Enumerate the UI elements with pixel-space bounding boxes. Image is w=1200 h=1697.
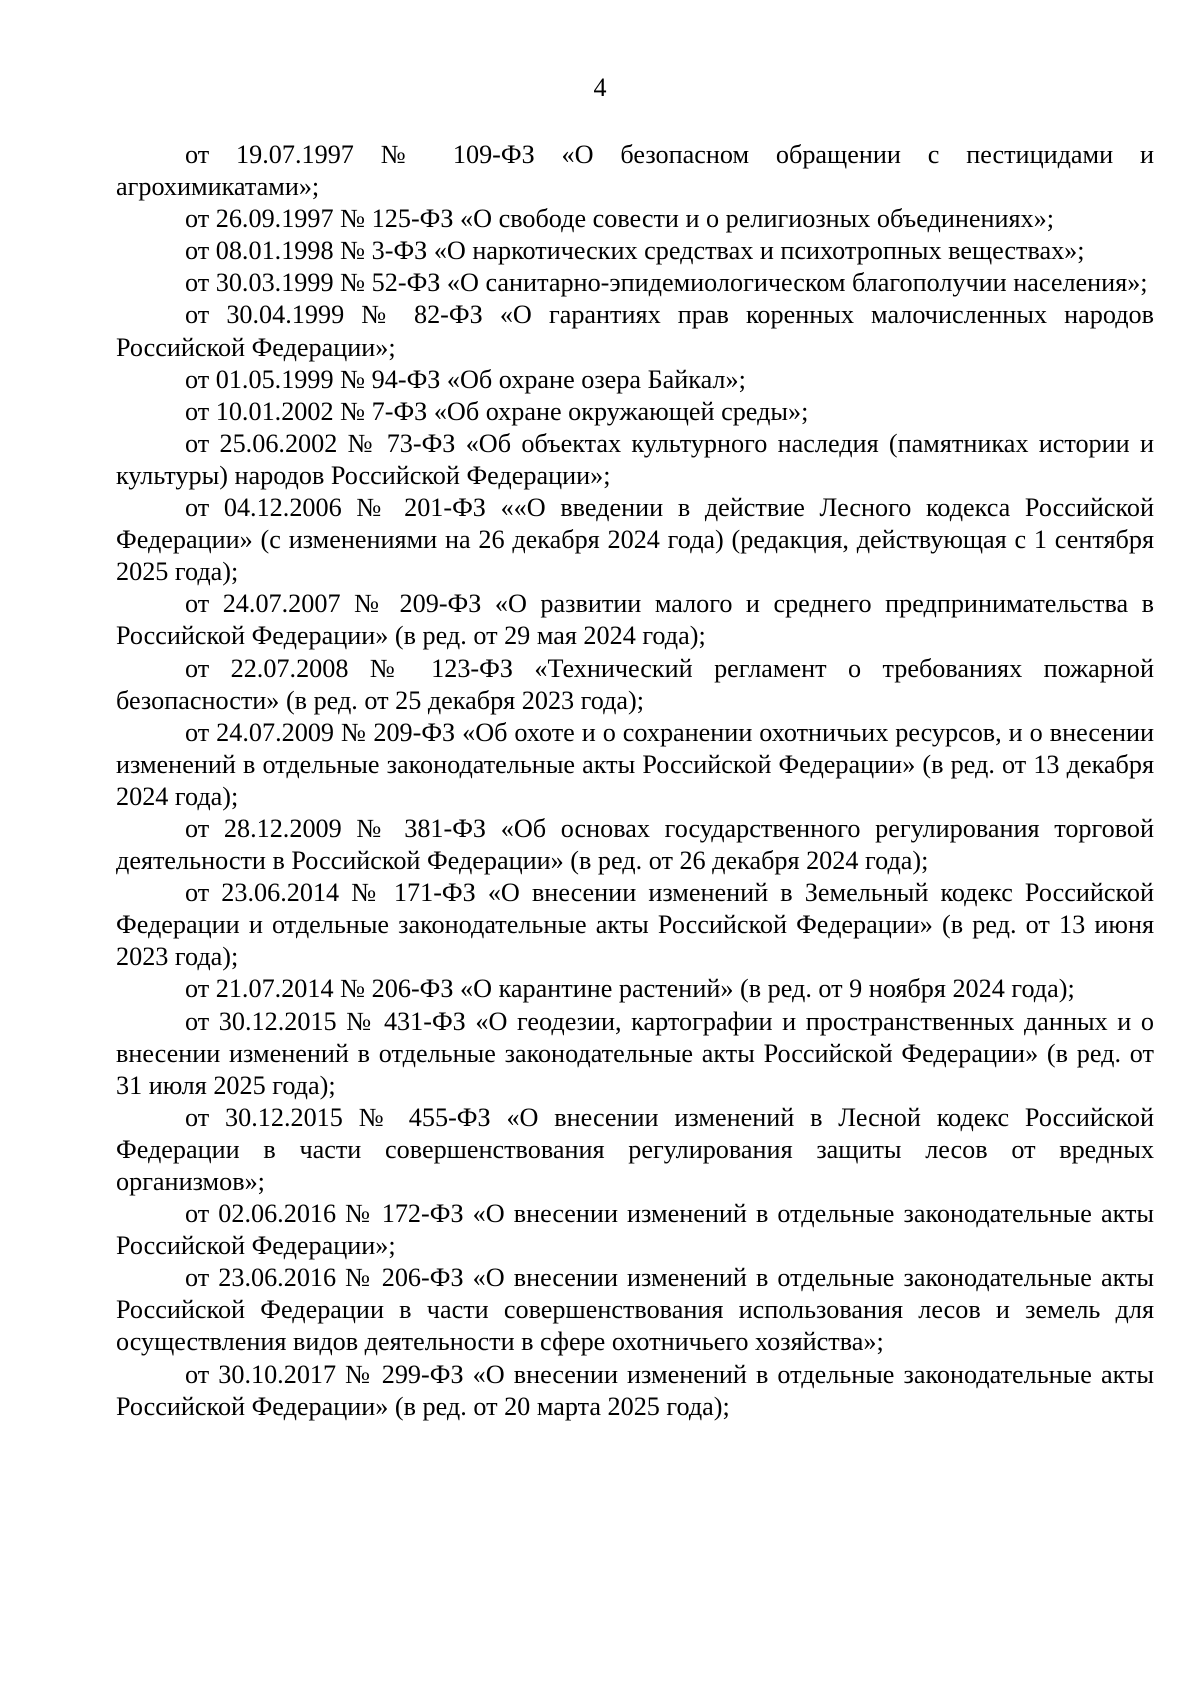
law-item: от 23.06.2016 № 206-ФЗ «О внесении изменений в отдельные законодательные акты Российской Федерации в части совершенствования использования лесов и земель для осуществления видов деятельности в сфере охотничьего хозяйства»;: [116, 1263, 1154, 1357]
law-item: от 30.03.1999 № 52-ФЗ «О санитарно-эпидемиологическом благополучии населения»;: [185, 268, 1148, 298]
page-number: 4: [593, 73, 607, 102]
law-item: от 02.06.2016 № 172-ФЗ «О внесении изменений в отдельные законодательные акты Российской Федерации»;: [116, 1199, 1154, 1261]
law-item: от 10.01.2002 № 7-ФЗ «Об охране окружающей среды»;: [185, 396, 809, 426]
law-item: от 24.07.2009 № 209-ФЗ «Об охоте и о сохранении охотничьих ресурсов, и о внесении изменений в отдельные законодательные акты Российской Федерации» (в ред. от 13 декабря 2024 года);: [116, 717, 1154, 811]
law-item: от 21.07.2014 № 206-ФЗ «О карантине растений» (в ред. от 9 ноября 2024 года);: [185, 974, 1075, 1004]
law-item: от 30.12.2015 № 431-ФЗ «О геодезии, картографии и пространственных данных и о внесении изменений в отдельные законодательные акты Российской Федерации» (в ред. от 31 июля 2025 года);: [116, 1006, 1154, 1100]
law-item: от 22.07.2008 № 123-ФЗ «Технический регламент о требованиях пожарной безопасности» (в ред. от 25 декабря 2023 года);: [116, 653, 1154, 715]
law-item: от 30.04.1999 № 82-ФЗ «О гарантиях прав коренных малочисленных народов Российской Федерации»;: [116, 300, 1154, 362]
law-item: от 26.09.1997 № 125-ФЗ «О свободе совести и о религиозных объединениях»;: [185, 204, 1055, 234]
law-item: от 01.05.1999 № 94-ФЗ «Об охране озера Байкал»;: [185, 364, 746, 394]
law-item: от 30.12.2015 № 455-ФЗ «О внесении изменений в Лесной кодекс Российской Федерации в части совершенствования регулирования защиты лесов от вредных организмов»;: [116, 1102, 1154, 1196]
law-item: от 19.07.1997 № 109-ФЗ «О безопасном обращении с пестицидами и агрохимикатами»;: [116, 140, 1154, 202]
law-item: от 04.12.2006 № 201-ФЗ ««О введении в действие Лесного кодекса Российской Федерации» (с изменениями на 26 декабря 2024 года) (редакция, действующая с 1 сентября 2025 года);: [116, 493, 1154, 587]
law-item: от 25.06.2002 № 73-ФЗ «Об объектах культурного наследия (памятниках истории и культуры) народов Российской Федерации»;: [116, 428, 1154, 490]
law-item: от 28.12.2009 № 381-ФЗ «Об основах государственного регулирования торговой деятельности в Российской Федерации» (в ред. от 26 декабря 2024 года);: [116, 813, 1154, 876]
law-item: от 08.01.1998 № 3-ФЗ «О наркотических средствах и психотропных веществах»;: [185, 236, 1085, 266]
law-list: [116, 139, 1154, 1423]
law-item: от 23.06.2014 № 171-ФЗ «О внесении изменений в Земельный кодекс Российской Федерации и отдельные законодательные акты Российской Федерации» (в ред. от 13 июня 2023 года);: [116, 878, 1154, 972]
law-item: от 30.10.2017 № 299-ФЗ «О внесении изменений в отдельные законодательные акты Российской Федерации» (в ред. от 20 марта 2025 года);: [116, 1359, 1154, 1421]
law-item: от 24.07.2007 № 209-ФЗ «О развитии малого и среднего предпринимательства в Российской Федерации» (в ред. от 29 мая 2024 года);: [116, 589, 1154, 651]
